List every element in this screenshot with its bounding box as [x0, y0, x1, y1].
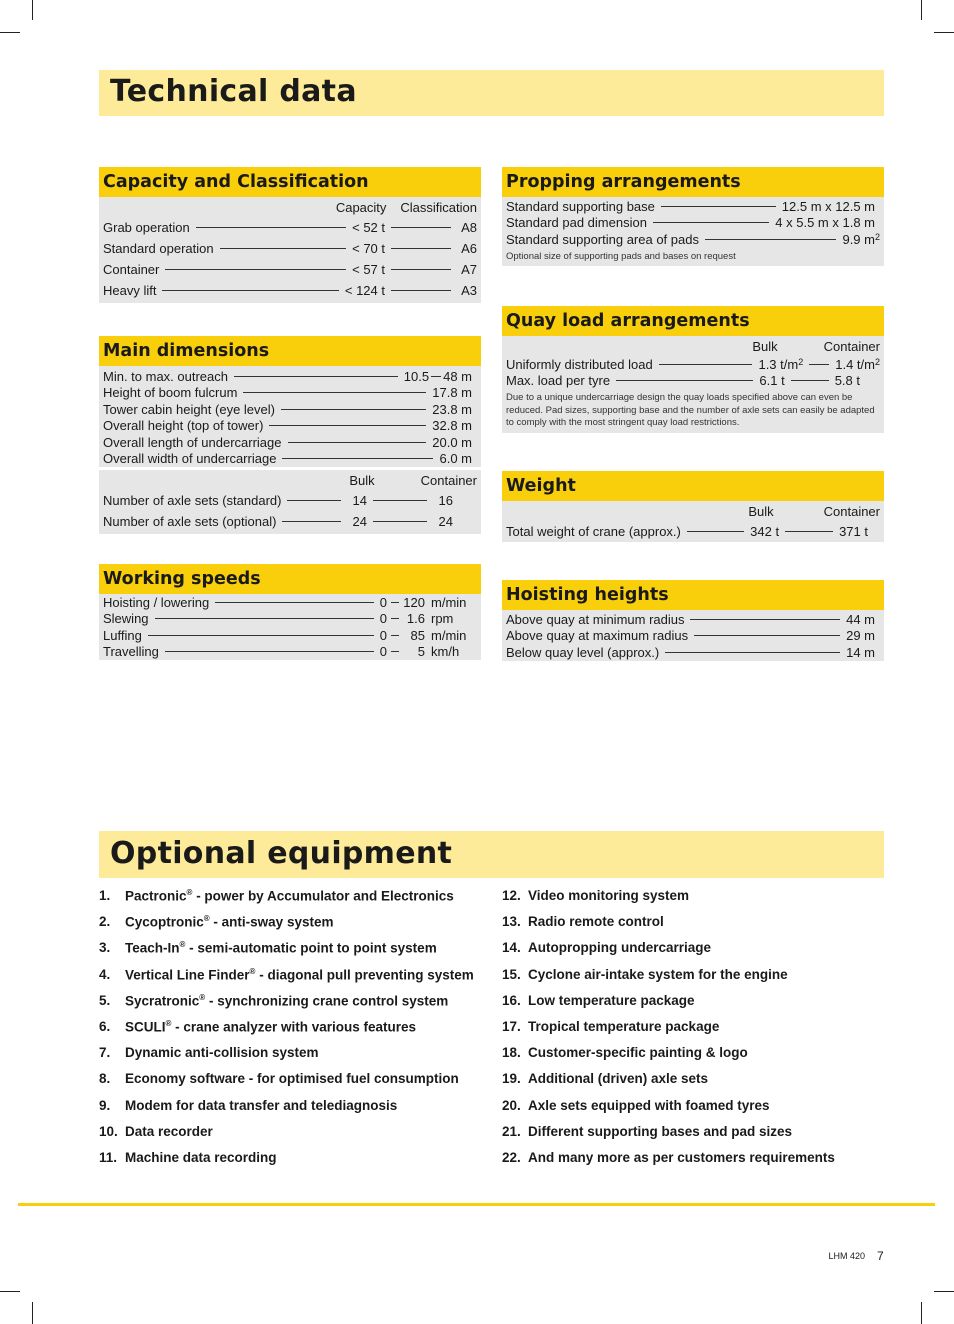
crop-mark: [921, 0, 922, 20]
leader-line: [281, 409, 426, 410]
table-row: [506, 231, 880, 248]
item-number: 6.: [99, 1018, 111, 1034]
item-number: 16.: [502, 992, 521, 1008]
item-text: [125, 967, 474, 993]
container-value: 5.8 t: [834, 373, 860, 389]
column-headers: [506, 501, 880, 521]
propping-panel: [502, 167, 884, 266]
row-value: 4 x 5.5 m x 1.8 m: [775, 215, 875, 231]
leader-line: [155, 618, 374, 619]
item-text: [125, 1071, 459, 1097]
capacity-panel: [99, 167, 481, 303]
list-item: [502, 1071, 835, 1097]
item-description: - anti-sway system: [209, 914, 334, 930]
row-label: Travelling: [103, 644, 159, 660]
row-value: 23.8 m: [432, 401, 472, 417]
row-label: Number of axle sets (standard): [103, 493, 282, 508]
max-value: 120: [403, 594, 425, 610]
leader-line: [215, 602, 374, 603]
registered-mark: ®: [249, 966, 256, 976]
column-header: Bulk: [752, 338, 778, 354]
leader-line: [391, 290, 451, 291]
list-item: [502, 1098, 835, 1124]
column-header: Bulk: [349, 472, 375, 488]
column-headers: [103, 197, 477, 217]
item-number: 15.: [502, 966, 521, 982]
item-number: 8.: [99, 1071, 111, 1087]
working-speeds-panel: [99, 564, 481, 660]
item-text: [528, 1150, 835, 1176]
row-label: Uniformly distributed load: [506, 356, 653, 372]
item-number: 9.: [99, 1097, 111, 1113]
leader-line: [391, 248, 451, 249]
item-number: 12.: [502, 888, 521, 903]
list-item: [502, 1150, 835, 1176]
row-value: 14 m: [846, 644, 875, 660]
crop-mark: [32, 0, 33, 20]
row-label: Grab operation: [103, 220, 190, 235]
item-text: [125, 1150, 277, 1176]
row-label: Hoisting / lowering: [103, 594, 210, 610]
crop-mark: [0, 1291, 20, 1292]
leader-line: [661, 206, 776, 207]
row-label: Standard pad dimension: [506, 215, 647, 231]
item-name: Modem for data transfer and telediagnosis: [125, 1097, 398, 1113]
table-row: [506, 644, 880, 661]
superscript: 2: [874, 231, 880, 242]
leader-line: [705, 239, 837, 240]
list-item: [99, 1071, 474, 1097]
classification-value: A3: [461, 283, 477, 298]
item-name: Data recorder: [125, 1123, 213, 1139]
leader-line: [269, 425, 426, 426]
item-name: Autopropping undercarriage: [528, 940, 712, 956]
leader-line: [616, 380, 753, 381]
row-value: 12.5 m x 12.5 m: [781, 198, 875, 214]
item-text: [528, 1098, 770, 1124]
technical-data-header: [99, 70, 884, 116]
list-item: [99, 1150, 474, 1176]
unit: m/min: [431, 627, 467, 643]
item-name: Machine data recording: [125, 1149, 277, 1165]
footnote: Optional size of supporting pads and bases on request: [506, 250, 736, 262]
item-number: 7.: [99, 1045, 111, 1061]
row-label: Below quay level (approx.): [506, 644, 660, 660]
column-headers: [103, 470, 477, 490]
row-label: Overall width of undercarriage: [103, 451, 277, 467]
item-name: Video monitoring system: [528, 888, 690, 903]
item-text: [528, 967, 788, 993]
item-text: [125, 1098, 397, 1124]
row-label: Overall height (top of tower): [103, 418, 264, 434]
table-row: [103, 490, 477, 511]
row-label: Heavy lift: [103, 283, 157, 298]
panel-body: [502, 197, 884, 266]
table-row: [103, 280, 477, 301]
list-item: [99, 914, 474, 940]
item-number: 14.: [502, 940, 521, 956]
panel-title: Working speeds: [99, 564, 481, 594]
leader-line: [288, 442, 427, 443]
row-value: 32.8 m: [432, 418, 472, 434]
item-text: [528, 940, 711, 966]
item-number: 4.: [99, 966, 111, 982]
panel-title: Weight: [502, 471, 884, 501]
model-label: LHM 420: [828, 1251, 865, 1261]
classification-value: A7: [461, 262, 477, 277]
leader-line: [391, 635, 399, 636]
table-row: [103, 418, 477, 435]
leader-line: [391, 651, 399, 652]
list-item: [502, 1045, 835, 1071]
item-text: [528, 1124, 792, 1150]
item-description: - semi-automatic point to point system: [185, 940, 437, 956]
weight-panel: [502, 471, 884, 542]
list-item: [99, 993, 474, 1019]
table-row: [103, 644, 477, 661]
udl-container: 1.4 t/m: [835, 356, 875, 372]
item-name: Pactronic: [125, 888, 187, 904]
item-number: 19.: [502, 1071, 521, 1087]
item-text: [528, 914, 664, 940]
registered-mark: ®: [199, 992, 206, 1002]
leader-line: [243, 392, 426, 393]
row-label: Height of boom fulcrum: [103, 385, 238, 401]
capacity-value: < 124 t: [344, 283, 385, 298]
item-number: 18.: [502, 1045, 521, 1061]
leader-line: [785, 531, 833, 532]
list-item: [502, 1019, 835, 1045]
row-label: Above quay at maximum radius: [506, 628, 689, 644]
min-value: 0: [379, 644, 387, 660]
table-row: [506, 373, 880, 390]
optional-list-left: [99, 888, 474, 1176]
unit: m/min: [431, 594, 467, 610]
panel-body: [99, 366, 481, 534]
leader-line: [809, 364, 829, 365]
list-item: [99, 1019, 474, 1045]
capacity-rows: [103, 217, 477, 303]
crop-mark: [32, 1302, 33, 1324]
udl-bulk: 1.3 t/m: [758, 356, 799, 372]
table-row: [103, 511, 477, 534]
row-label: Luffing: [103, 627, 142, 643]
row-value: 10.5: [403, 368, 430, 384]
table-row: [103, 627, 477, 644]
column-header: Capacity: [335, 199, 387, 215]
superscript: 2: [798, 356, 804, 367]
leader-line: [234, 376, 398, 377]
panel-title: Propping arrangements: [502, 167, 884, 197]
leader-line: [391, 269, 451, 270]
area-value: 9.9 m: [842, 231, 875, 247]
item-description: - diagonal pull preventing system: [255, 967, 474, 983]
leader-line: [287, 500, 341, 501]
row-label: Slewing: [103, 611, 149, 627]
item-text: [125, 1045, 319, 1071]
item-name: Low temperature package: [528, 992, 695, 1008]
item-text: [528, 888, 689, 914]
panel-body: [99, 594, 481, 660]
item-text: [528, 1045, 748, 1071]
table-row: [103, 259, 477, 280]
container-value: 24: [438, 514, 453, 529]
column-headers: [506, 336, 880, 356]
list-item: [99, 888, 474, 914]
bulk-value: 14: [352, 493, 367, 508]
leader-line: [694, 635, 840, 636]
registered-mark: ®: [165, 1018, 172, 1028]
optional-equipment-header: [99, 831, 884, 878]
leader-line: [196, 227, 346, 228]
classification-value: A6: [461, 241, 477, 256]
leader-line: [165, 651, 374, 652]
panel-title: Main dimensions: [99, 336, 481, 366]
table-row: [506, 611, 880, 628]
list-item: [99, 1045, 474, 1071]
item-text: [528, 1019, 719, 1045]
table-row: [103, 434, 477, 451]
panel-title: Quay load arrangements: [502, 306, 884, 336]
column-header: Bulk: [748, 503, 774, 519]
row-label: Min. to max. outreach: [103, 368, 228, 384]
item-description: - synchronizing crane control system: [205, 993, 449, 1009]
item-number: 13.: [502, 914, 521, 930]
row-value: 44 m: [846, 611, 875, 627]
list-item: [502, 1124, 835, 1150]
item-number: 2.: [99, 914, 111, 930]
capacity-value: < 57 t: [352, 262, 385, 277]
row-value: 20.0 m: [432, 434, 472, 450]
item-name: Dynamic anti-collision system: [125, 1045, 319, 1061]
container-value: [835, 357, 880, 372]
item-name: Vertical Line Finder: [125, 967, 250, 983]
item-number: 22.: [502, 1149, 521, 1165]
max-value: 1.6: [406, 611, 425, 627]
column-header: Container: [420, 472, 477, 488]
footnote: Due to a unique undercarriage design the quay loads specified above can even be reduced. Pad sizes, supporting base and the number of axle sets can easily be adapted to comply with the most stringent quay load restrictions.: [506, 392, 875, 428]
item-number: 11.: [99, 1149, 118, 1165]
item-number: 1.: [99, 888, 111, 903]
panel-body: [502, 501, 884, 542]
registered-mark: ®: [203, 914, 210, 924]
crop-mark: [0, 32, 20, 33]
leader-line: [659, 364, 753, 365]
item-name: And many more as per customers requirements: [528, 1149, 835, 1165]
table-row: [103, 217, 477, 238]
item-description: - crane analyzer with various features: [171, 1019, 417, 1035]
leader-line: [165, 269, 346, 270]
list-item: [502, 914, 835, 940]
optional-list-right: [502, 888, 835, 1176]
list-item: [99, 1098, 474, 1124]
panel-body: [502, 336, 884, 433]
row-label: Overall length of undercarriage: [103, 434, 282, 450]
hoisting-heights-panel: [502, 580, 884, 661]
table-row: [103, 611, 477, 628]
item-text: [125, 940, 437, 966]
bulk-value: 342 t: [750, 524, 780, 539]
leader-line: [431, 376, 441, 377]
bulk-value: 6.1 t: [759, 373, 785, 389]
table-row: [103, 385, 477, 402]
leader-line: [665, 652, 840, 653]
row-value: 29 m: [846, 628, 875, 644]
superscript: 2: [874, 356, 880, 367]
container-value: 371 t: [839, 524, 868, 539]
leader-line: [373, 521, 427, 522]
max-value: 5: [417, 644, 425, 660]
list-item: [502, 967, 835, 993]
unit: km/h: [431, 644, 460, 660]
item-name: Additional (driven) axle sets: [528, 1071, 709, 1087]
item-text: [528, 993, 695, 1019]
footer-rule: [18, 1203, 935, 1206]
table-row: [506, 628, 880, 645]
panel-body: [99, 197, 481, 303]
min-value: 0: [379, 594, 387, 610]
leader-line: [391, 602, 399, 603]
table-row: [103, 594, 477, 611]
item-name: Radio remote control: [528, 914, 664, 930]
item-name: Cyclone air-intake system for the engine: [528, 966, 788, 982]
list-item: [502, 993, 835, 1019]
crop-mark: [921, 1302, 922, 1324]
table-row: [103, 368, 477, 385]
item-number: 20.: [502, 1097, 521, 1113]
item-text: [125, 1124, 213, 1150]
item-name: SCULI: [125, 1019, 166, 1035]
table-row: [103, 238, 477, 259]
item-text: [125, 914, 333, 940]
item-number: 21.: [502, 1123, 521, 1139]
panel-title: Hoisting heights: [502, 580, 884, 610]
leader-line: [391, 227, 451, 228]
leader-line: [690, 619, 840, 620]
row-value: 6.0 m: [439, 451, 472, 467]
item-name: Different supporting bases and pad sizes: [528, 1123, 793, 1139]
item-name: Tropical temperature package: [528, 1018, 720, 1034]
classification-value: A8: [461, 220, 477, 235]
item-number: 10.: [99, 1123, 118, 1139]
unit: rpm: [431, 611, 454, 627]
quay-load-panel: [502, 306, 884, 433]
page-number: 7: [877, 1249, 884, 1263]
row-label: Standard operation: [103, 241, 214, 256]
row-label: Above quay at minimum radius: [506, 611, 685, 627]
table-row: [103, 401, 477, 418]
crop-mark: [934, 1291, 954, 1292]
min-value: 0: [379, 611, 387, 627]
item-text: [125, 888, 454, 914]
leader-line: [791, 380, 829, 381]
table-row: [506, 198, 880, 215]
capacity-value: < 52 t: [352, 220, 385, 235]
list-item: [99, 1124, 474, 1150]
registered-mark: ®: [186, 888, 193, 897]
page-title: Technical data: [110, 74, 357, 109]
column-header: Classification: [400, 199, 477, 215]
table-row: [506, 356, 880, 373]
row-label: Total weight of crane (approx.): [506, 524, 681, 539]
main-dimensions-panel: [99, 336, 481, 534]
max-value: 85: [410, 627, 425, 643]
bulk-value: [758, 357, 803, 372]
leader-line: [282, 458, 433, 459]
registered-mark: ®: [179, 940, 186, 950]
row-label: Container: [103, 262, 160, 277]
item-text: [528, 1071, 708, 1097]
column-header: Container: [823, 338, 880, 354]
capacity-value: < 70 t: [352, 241, 385, 256]
item-number: 17.: [502, 1018, 521, 1034]
list-item: [502, 940, 835, 966]
item-name: Economy software - for optimised fuel consumption: [125, 1071, 459, 1087]
list-item: [99, 967, 474, 993]
row-label: Standard supporting base: [506, 198, 655, 214]
item-name: Customer-specific painting & logo: [528, 1045, 748, 1061]
item-name: Sycratronic: [125, 993, 200, 1009]
row-label: Tower cabin height (eye level): [103, 401, 275, 417]
crop-mark: [934, 32, 954, 33]
leader-line: [282, 521, 341, 522]
leader-line: [220, 248, 347, 249]
section-title: Optional equipment: [110, 836, 453, 871]
container-value: 16: [438, 493, 453, 508]
panel-title: Capacity and Classification: [99, 167, 481, 197]
panel-body: [502, 610, 884, 661]
row-label: Number of axle sets (optional): [103, 514, 277, 529]
list-item: [99, 940, 474, 966]
item-name: Teach-In: [125, 940, 180, 956]
min-value: 0: [379, 627, 387, 643]
item-number: 3.: [99, 940, 111, 956]
item-number: 5.: [99, 992, 111, 1008]
row-value: [842, 232, 880, 247]
list-item: [502, 888, 835, 914]
item-name: Axle sets equipped with foamed tyres: [528, 1097, 770, 1113]
item-text: [125, 1019, 416, 1045]
leader-line: [162, 290, 338, 291]
column-header: Container: [823, 503, 880, 519]
table-row: [506, 215, 880, 232]
row-label: Max. load per tyre: [506, 373, 611, 389]
item-text: [125, 993, 448, 1019]
leader-line: [373, 500, 427, 501]
table-row: [506, 521, 880, 542]
table-row: [103, 451, 477, 468]
leader-line: [653, 222, 769, 223]
row-value: 48 m: [443, 368, 472, 384]
row-value: 17.8 m: [432, 385, 472, 401]
leader-line: [391, 618, 399, 619]
row-label: Standard supporting area of pads: [506, 231, 699, 247]
bulk-value: 24: [352, 514, 367, 529]
leader-line: [687, 531, 744, 532]
leader-line: [148, 635, 374, 636]
item-description: - power by Accumulator and Electronics: [192, 888, 454, 904]
item-name: Cycoptronic: [125, 914, 204, 930]
